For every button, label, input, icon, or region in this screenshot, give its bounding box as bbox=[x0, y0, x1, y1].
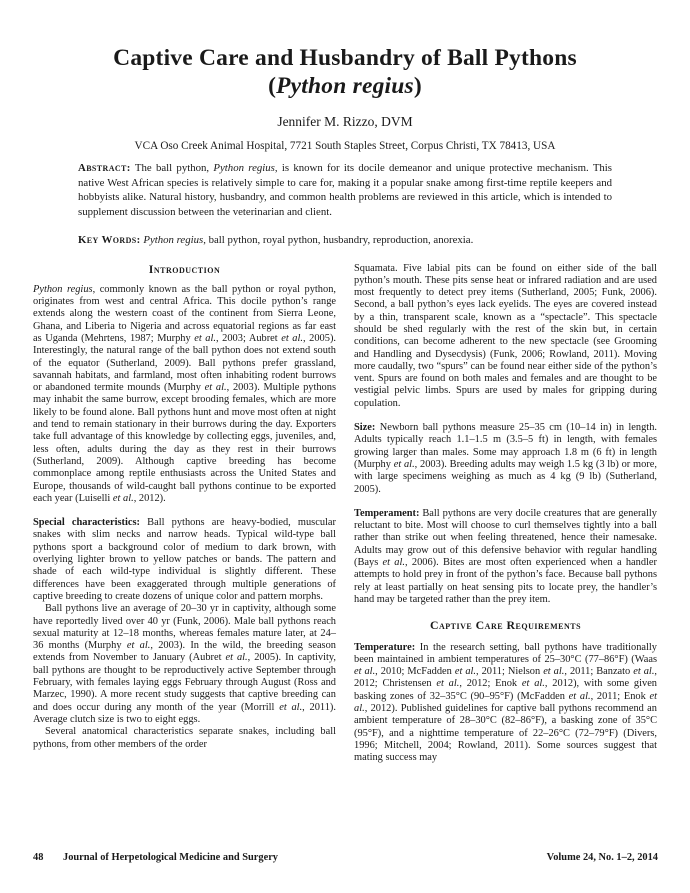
paragraph: Temperature: In the research setting, ball pythons have traditionally been maintained in ambient temperatures of 25–30°C (77–86°F) (Waas et al., 2010; McFadden et al., 2011; Nielson et al., 2011; Banzato et al., 2012; Christensen et al., 2012; Enok et al., 2012), with some given basking zones of 32–35°C (90–95°F) (McFadden et al., 2011; Enok et al., 2012). Published guidelines for captive ball pythons recommend an ambient temperature of 28–30°C (82–86°F), a basking zone of 35°C (95°F), and a nighttime temperature of 22–26°C (72–79°F) (Divers, 1996; Mitchell, 2004; Rowland, 2011). Some sources suggest that mating success may bbox=[354, 641, 658, 764]
article-title-line1: Captive Care and Husbandry of Ball Pythons bbox=[113, 45, 577, 71]
section-heading: Captive Care Requirements bbox=[429, 618, 582, 633]
page-footer bbox=[33, 852, 658, 863]
paragraph: Size: Newborn ball pythons measure 25–35 cm (10–14 in) in length. Adults typically reach 1.1–1.5 m (3.5–5 ft) in length, with females growing larger than males. Some may approach 1.8 m (6 ft) in length (Murphy et al., 2003). Breeding adults may weigh 1.5 kg (3 lb) or more, with large specimens weighing as much as 4 kg (9 lb) (Sutherland, 2005). bbox=[354, 422, 657, 495]
page-number: 48 bbox=[33, 852, 44, 863]
footer-left bbox=[33, 852, 278, 863]
volume-info: Volume 24, No. 1–2, 2014 bbox=[546, 852, 658, 863]
section-heading: Introduction bbox=[148, 261, 221, 276]
abstract-paragraph: Abstract: The ball python, Python regius, is known for its docile demeanor and unique protective mechanism. This native West African species is relatively simple to care for, making it a popular snake among first-time reptile keepers and hobbyists alike. Natural history, husbandry, and common health problems are reviewed in this article, which is intended to supplement discussion between the veterinarian and client. bbox=[78, 162, 613, 219]
paragraph: Ball pythons live an average of 20–30 yr in captivity, although some have reportedly lived over 40 yr (Funk, 2006). Male ball pythons reach sexual maturity at 12–18 months, whereas females mature later, at 24–36 months (Murphy et al., 2003). In the wild, the breeding season extends from November to January (Aubret et al., 2005). In captivity, ball pythons are thought to be reproductively active September through February, with females laying eggs February through August (Ross and Marzec, 1990). A more recent study suggests that captive breeding can and does occur during any month of the year (Morrill et al., 2011). Average clutch size is two to eight eggs. bbox=[33, 603, 336, 725]
keywords-line: Key Words: Python regius, ball python, royal python, husbandry, reproduction, anorexia. bbox=[78, 233, 474, 246]
right-column bbox=[354, 263, 657, 765]
article-title-line2: (Python regius) bbox=[268, 73, 422, 99]
left-column bbox=[33, 263, 336, 765]
author-affiliation: VCA Oso Creek Animal Hospital, 7721 South Staples Street, Corpus Christi, TX 78413, USA bbox=[134, 140, 556, 152]
paragraph: Python regius, commonly known as the ball python or royal python, originates from west and central Africa. This docile python’s range extends along the western coast of the continent from Sierra Leone, Ghana, and Liberia to Nigeria and across equatorial regions as far east as Uganda (Mehrtens, 1987; Murphy et al., 2003; Aubret et al., 2005). Interestingly, the natural range of the ball python does not extend south of the equator (Sutherland, 2009). Ball pythons prefer grassland, savannah habitats, and farmland, most often inhabiting rodent burrows or abandoned termite mounds (Murphy et al., 2003). Multiple pythons may inhabit the same burrow, except brooding females, which are more likely to be found alone. Ball pythons hunt and move most often at night and tend to remain stationary in their burrows during the day. Exporters take full advantage of this knowledge by collecting eggs, juveniles, and, less often, adults during the day as they rest in their burrows (Sutherland, 2009). Although captive breeding has become commonplace among reptile enthusiasts across the United States and Europe, thousands of wild-caught ball pythons continue to be exported each year (Luiselli et al., 2012). bbox=[33, 283, 337, 504]
body-columns bbox=[33, 263, 657, 765]
article-title bbox=[33, 44, 657, 100]
paragraph: Several anatomical characteristics separate snakes, including ball pythons, from other members of the order bbox=[33, 726, 336, 750]
paragraph: Special characteristics: Ball pythons are heavy-bodied, muscular snakes with slim necks and narrow heads. Typical wild-type ball pythons sport a background color of medium to dark brown, with overlying lighter brown to yellow patches or bands. The pattern and shade of each wild-type individual is slightly different. These differences have been exaggerated through multiple generations of captive breeding to create dozens of unique color and pattern morphs. bbox=[33, 517, 336, 602]
author-name: Jennifer M. Rizzo, DVM bbox=[277, 114, 413, 129]
journal-name: Journal of Herpetological Medicine and Surgery bbox=[63, 852, 279, 863]
paragraph: Temperament: Ball pythons are very docile creatures that are generally reluctant to bite. Most will choose to curl themselves tightly into a ball rather than strike out when feeling threatened, hence their namesake. Adults may grow out of this defensive behavior with regular handling (Bays et al., 2006). Bites are most often experienced when a handler attempts to hold prey in front of the python’s face. Because ball pythons rely at least partially on heat sensing pits to locate prey, the handler’s hand may be targeted rather than the prey item. bbox=[354, 507, 658, 605]
article-header bbox=[33, 0, 657, 152]
paragraph: Squamata. Five labial pits can be found on either side of the ball python’s mouth. These pits sense heat or infrared radiation and are used most frequently to detect prey items (Sutherland, 2005; Funk, 2006). Second, a ball python’s eyes lack eyelids. The eyes are covered instead by a thin, transparent scale, known as a “spectacle”. This spectacle should be shed regularly with the rest of the skin but, in certain conditions, can become adherent to the new spectacle (see Grooming and Handling and Dysecdysis) (Funk, 2006; Rowland, 2011). Moving more caudally, two “spurs” can be found near either side of the python’s vent. Spurs are found on both males and females and are thought to be vestigial pelvic limbs. Spurs are used by males for gripping during copulation. bbox=[354, 262, 657, 409]
